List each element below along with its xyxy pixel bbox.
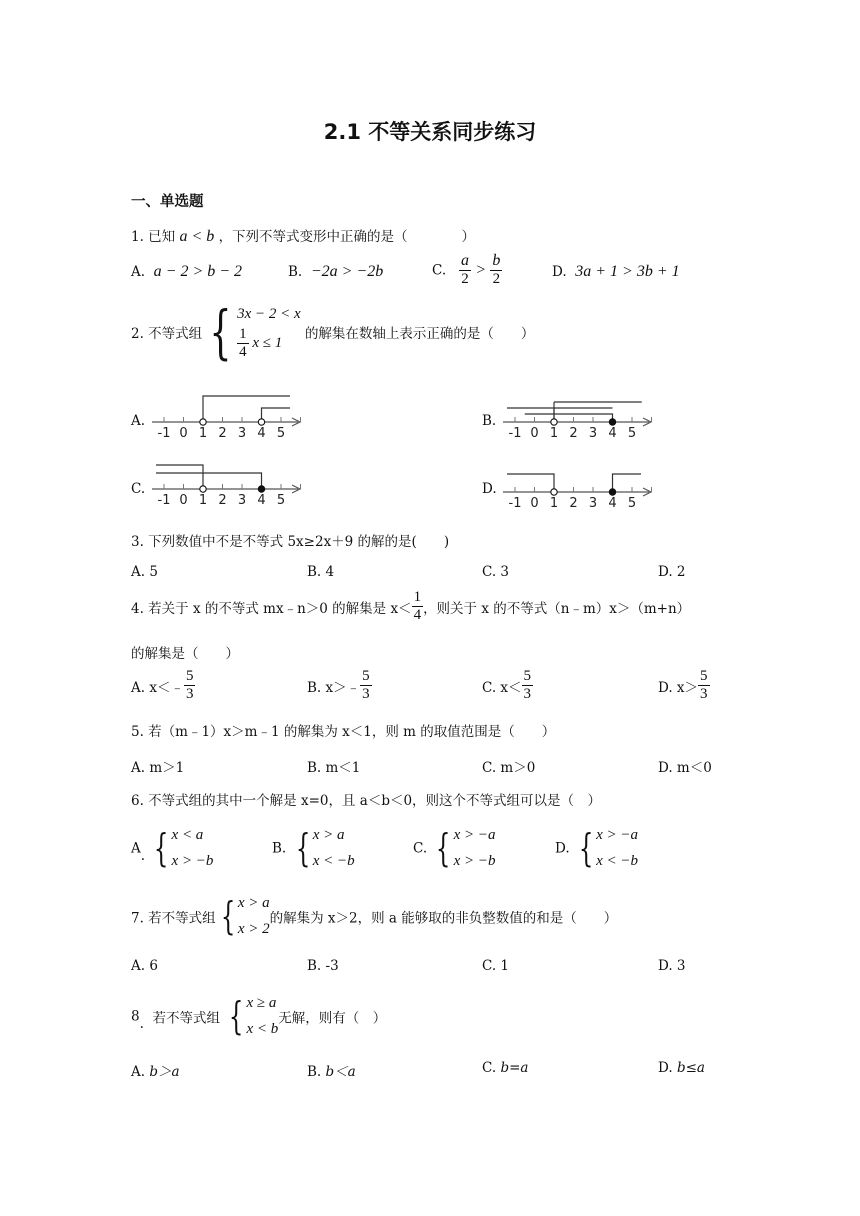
tick-label: 0 <box>179 426 188 441</box>
closed-point <box>609 489 615 495</box>
q2-option-a[interactable]: A. <box>131 413 146 429</box>
q6-option-d[interactable]: D. { x > −a x < −b <box>555 826 639 871</box>
number-line-a <box>148 388 318 448</box>
tick-label: 3 <box>588 426 598 441</box>
tick-label: 3 <box>237 493 247 508</box>
solution-ray <box>203 396 290 422</box>
question-4-stem: 4. 若关于 x 的不等式 mx﹣n＞0 的解集是 x＜ $\frac{1}{4}$ ，则关于 x 的不等式（n﹣m）x＞（m+n） <box>131 589 691 624</box>
q1-option-c[interactable]: C. $\frac{a}{2}$ > $\frac{b}{2}$ <box>432 252 501 288</box>
tick-label: 2 <box>218 426 227 441</box>
tick-label: 1 <box>198 426 208 441</box>
q4-option-b[interactable]: B. x＞﹣ $\frac{5}{3}$ <box>307 668 370 703</box>
tick-label: 2 <box>218 493 227 508</box>
closed-point <box>258 486 264 492</box>
closed-point <box>609 419 615 425</box>
q8-option-d[interactable]: D. b≤a <box>658 1060 705 1076</box>
open-point <box>200 486 206 492</box>
open-point <box>200 419 206 425</box>
question-3-stem: 3. 下列数值中不是不等式 5x≥2x＋9 的解的是( ) <box>131 534 450 550</box>
tick-label: 4 <box>608 426 617 441</box>
q6-option-b[interactable]: B. { x > a x < −b <box>272 826 355 871</box>
q4-option-c[interactable]: C. x＜ $\frac{5}{3}$ <box>482 668 532 703</box>
q8-option-b[interactable]: B. b＜a <box>307 1064 356 1080</box>
open-point <box>258 419 264 425</box>
tick-label: -1 <box>508 426 522 441</box>
q3-option-c[interactable]: C. 3 <box>482 564 510 580</box>
q3-option-b[interactable]: B. 4 <box>307 564 335 580</box>
q3-option-a[interactable]: A. 5 <box>131 564 158 580</box>
solution-ray <box>156 473 262 489</box>
q2-option-c[interactable]: C. <box>131 481 146 497</box>
tick-label: 0 <box>530 426 539 441</box>
q6-option-c[interactable]: C. { x > −a x > −b <box>413 826 496 871</box>
open-point <box>551 489 557 495</box>
section-heading: 一、单选题 <box>131 194 204 210</box>
q3-option-d[interactable]: D. 2 <box>658 564 686 580</box>
q8-option-c[interactable]: C. b=a <box>482 1060 529 1076</box>
tick-label: 5 <box>276 426 286 441</box>
solution-ray <box>613 474 642 492</box>
tick-label: 4 <box>608 496 617 511</box>
question-2-stem: 2. 不等式组 { 3x − 2 < x $\frac{1}{4}$ x ≤ 1 的解集在数轴上表示正确的是（ ） <box>131 298 535 366</box>
solution-ray <box>525 414 613 422</box>
tick-label: -1 <box>157 426 171 441</box>
q7-option-a[interactable]: A. 6 <box>131 958 158 974</box>
inequality-system: { 3x − 2 < x $\frac{1}{4}$ x ≤ 1 <box>209 298 301 366</box>
tick-label: 3 <box>588 496 598 511</box>
q4-option-a[interactable]: A. x＜﹣ $\frac{5}{3}$ <box>131 668 194 703</box>
number-line-b <box>499 388 669 448</box>
solution-ray <box>156 465 203 489</box>
q1-option-a[interactable]: A. a − 2 > b − 2 <box>131 263 243 280</box>
tick-label: 1 <box>549 496 559 511</box>
tick-label: 5 <box>627 496 637 511</box>
tick-label: 4 <box>257 426 266 441</box>
open-point <box>551 419 557 425</box>
question-4-stem-cont: 的解集是（ ） <box>131 646 239 662</box>
solution-ray <box>507 408 554 422</box>
q1-option-b[interactable]: B. −2a > −2b <box>288 263 384 280</box>
question-7-stem: 7. 若不等式组 { x > a x > 2 的解集为 x＞2，则 a 能够取的非负整数值的和是（ ） <box>131 894 618 939</box>
q2-option-b[interactable]: B. <box>482 413 497 429</box>
tick-label: 1 <box>549 426 559 441</box>
tick-label: 1 <box>198 493 208 508</box>
tick-label: 2 <box>569 426 578 441</box>
q5-option-d[interactable]: D. m＜0 <box>658 760 712 776</box>
q1-option-d[interactable]: D. 3a + 1 > 3b + 1 <box>552 263 680 280</box>
q7-option-c[interactable]: C. 1 <box>482 958 510 974</box>
q6-option-a[interactable]: A. { x < a x > −b <box>131 826 214 871</box>
question-8-stem: 8. 若不等式组 { x ≥ a x < b 无解，则有（ ） <box>131 994 387 1039</box>
tick-label: 2 <box>569 496 578 511</box>
q7-option-d[interactable]: D. 3 <box>658 958 686 974</box>
number-line-c <box>148 455 318 515</box>
question-5-stem: 5. 若（m﹣1）x＞m﹣1 的解集为 x＜1，则 m 的取值范围是（ ） <box>131 724 556 740</box>
tick-label: 0 <box>179 493 188 508</box>
solution-ray <box>507 474 554 492</box>
q4-option-d[interactable]: D. x＞ $\frac{5}{3}$ <box>658 668 708 703</box>
page-title: 2.1 不等关系同步练习 <box>323 120 537 144</box>
solution-ray <box>262 408 291 422</box>
q5-option-b[interactable]: B. m＜1 <box>307 760 361 776</box>
tick-label: 5 <box>627 426 637 441</box>
q2-option-d[interactable]: D. <box>482 481 497 497</box>
tick-label: -1 <box>508 496 522 511</box>
tick-label: 0 <box>530 496 539 511</box>
q7-option-b[interactable]: B. -3 <box>307 958 339 974</box>
q8-option-a[interactable]: A. b＞a <box>131 1064 180 1080</box>
q5-option-a[interactable]: A. m＞1 <box>131 760 185 776</box>
tick-label: -1 <box>157 493 171 508</box>
question-1-stem: 1. 已知 a < b ，下列不等式变形中正确的是（ ） <box>131 228 476 245</box>
q5-option-c[interactable]: C. m＞0 <box>482 760 536 776</box>
tick-label: 3 <box>237 426 247 441</box>
number-line-d <box>499 458 669 518</box>
tick-label: 5 <box>276 493 286 508</box>
tick-label: 4 <box>257 493 266 508</box>
question-6-stem: 6. 不等式组的其中一个解是 x=0，且 a＜b＜0，则这个不等式组可以是（ ） <box>131 793 602 809</box>
